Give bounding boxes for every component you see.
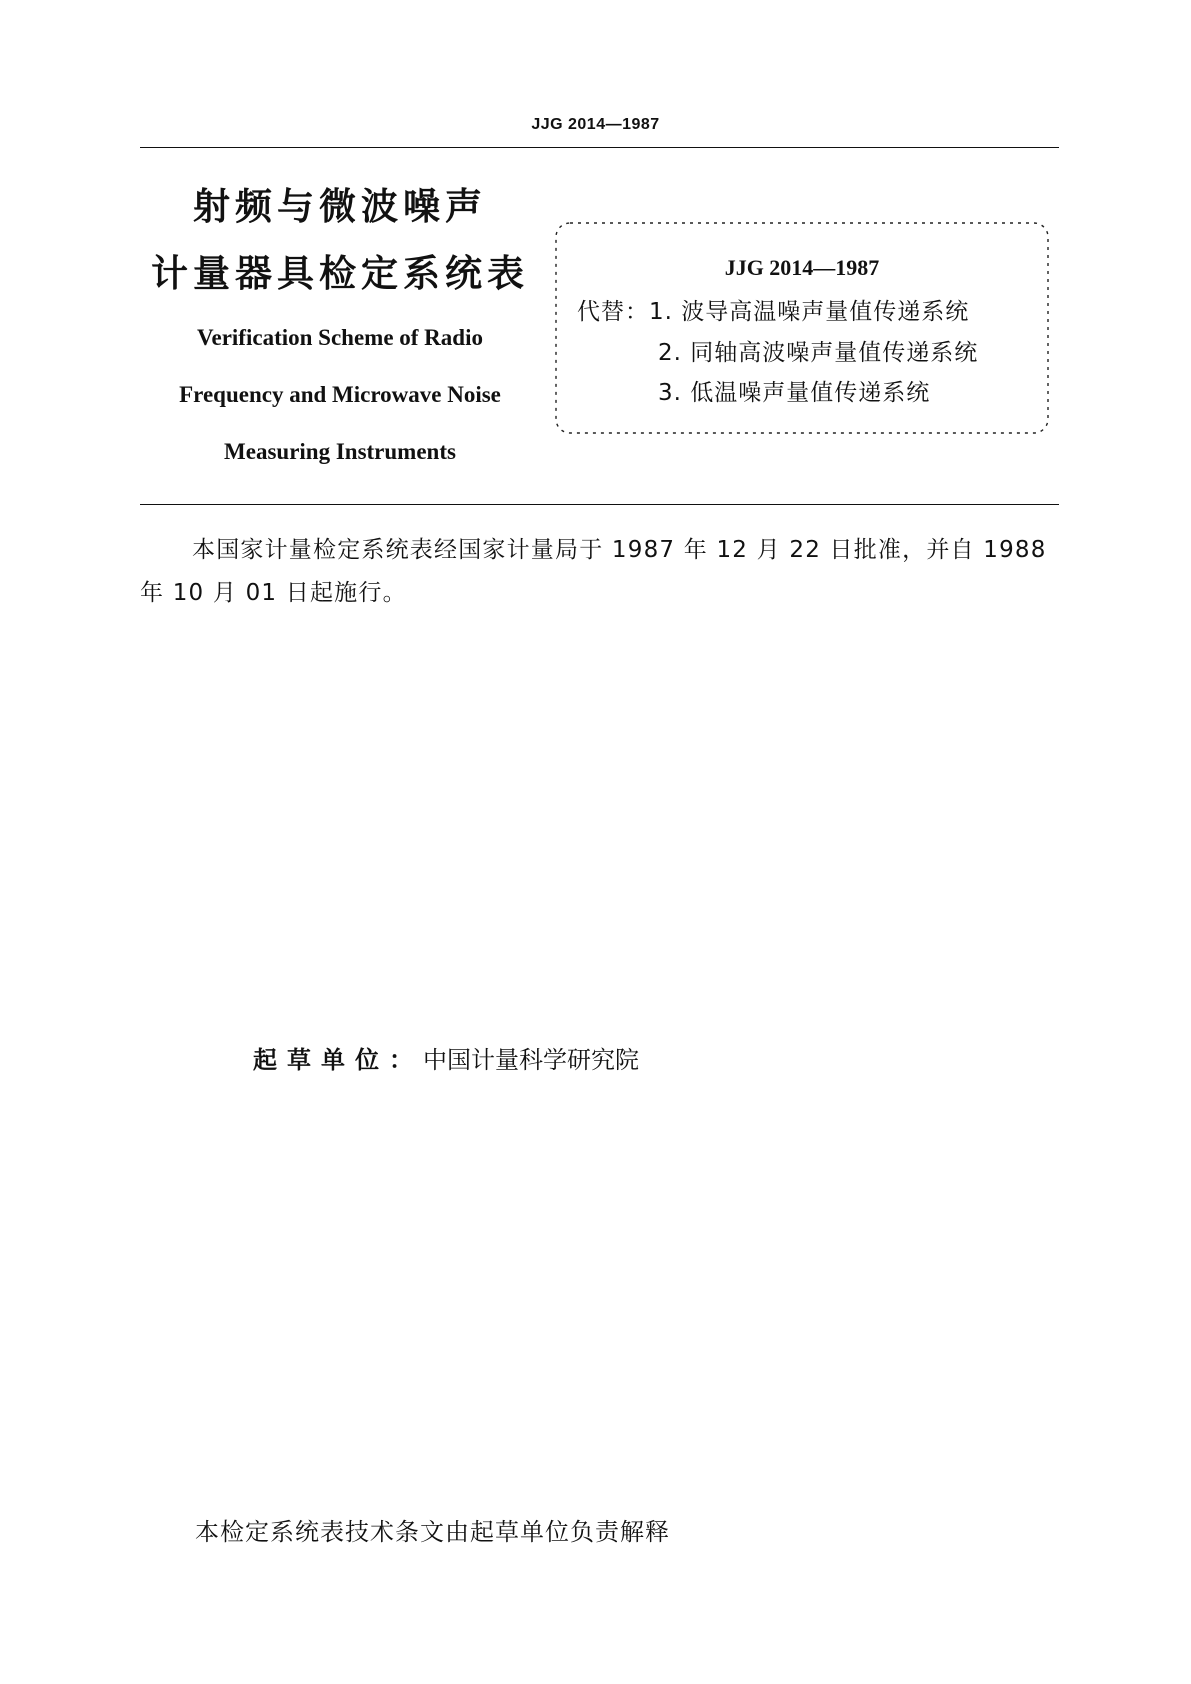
english-title-line-1: Verification Scheme of Radio xyxy=(197,325,483,350)
replaces-box xyxy=(552,219,1052,437)
replaces-item-3: 3. 低温噪声量值传递系统 xyxy=(658,380,931,406)
drafting-unit-label: 起草单位： xyxy=(253,1046,423,1074)
title-block xyxy=(140,160,540,464)
replaces-item-2: 2. 同轴高波噪声量值传递系统 xyxy=(658,340,979,366)
drafting-unit-value: 中国计量科学研究院 xyxy=(423,1046,639,1074)
chinese-title-line-2: 计量器具检定系统表 xyxy=(151,252,529,295)
running-header-code: JJG 2014—1987 xyxy=(531,116,660,133)
replaces-item-1: 代替：1. 波导高温噪声量值传递系统 xyxy=(577,299,970,325)
interpretation-note: 本检定系统表技术条文由起草单位负责解释 xyxy=(195,1518,670,1546)
title-section-rule xyxy=(140,504,1059,505)
english-title-line-2: Frequency and Microwave Noise xyxy=(179,382,501,407)
drafting-unit xyxy=(253,1040,639,1075)
approval-paragraph: 本国家计量检定系统表经国家计量局于 1987 年 12 月 22 日批准，并自 1988 年 10 月 01 日起施行。 xyxy=(140,537,1047,606)
header-rule xyxy=(140,147,1059,148)
english-title-line-3: Measuring Instruments xyxy=(224,439,456,464)
chinese-title-line-1: 射频与微波噪声 xyxy=(193,185,487,228)
replaces-box-code: JJG 2014—1987 xyxy=(724,255,880,280)
